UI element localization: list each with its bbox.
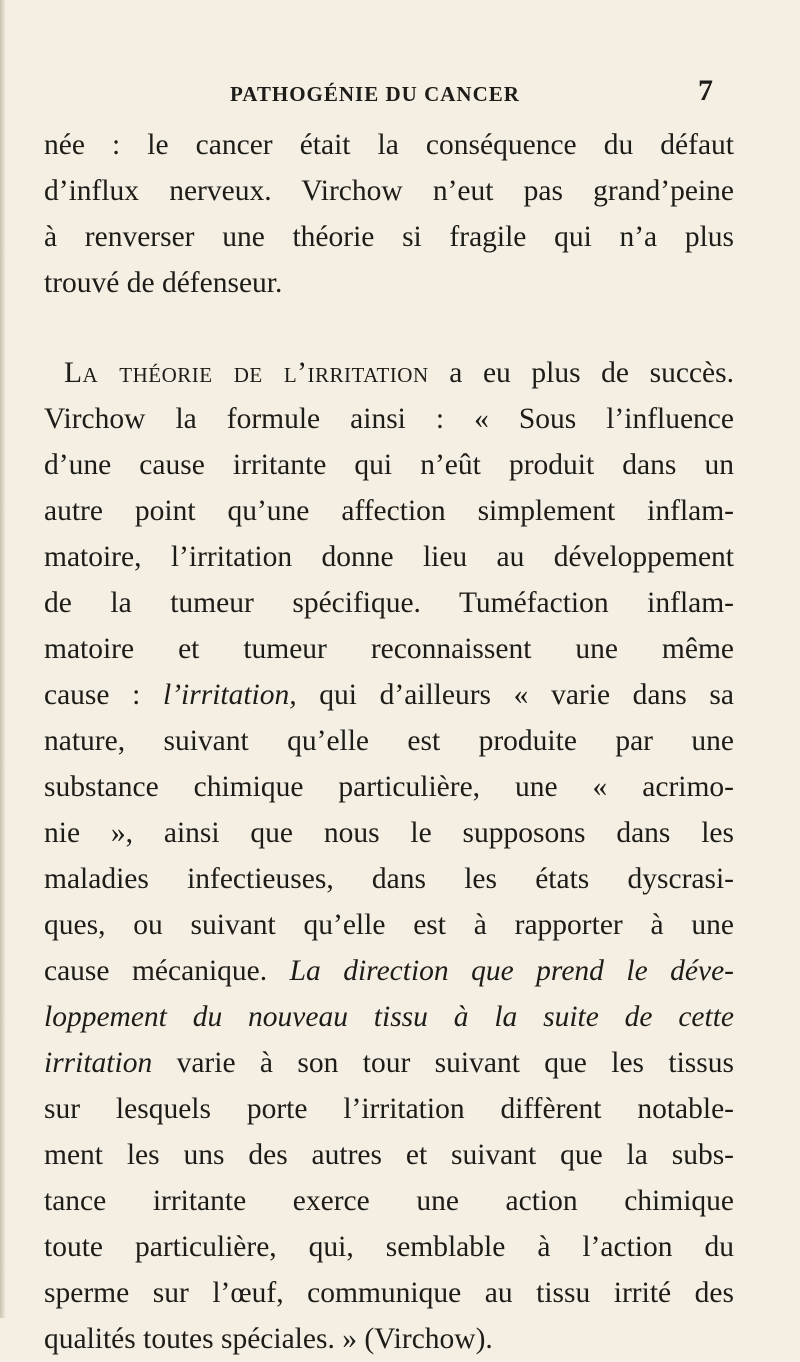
text-span: cause : — [44, 679, 164, 711]
italic-span: La direction que prend le déve- — [289, 955, 734, 987]
text-line — [44, 948, 734, 994]
text-line: toute particulière, qui, semblable à l’action du — [44, 1231, 734, 1263]
text-line: de la tumeur spécifique. Tuméfaction inflam- — [44, 587, 734, 619]
text-line: qualités toutes spéciales. » (Virchow). — [44, 1323, 493, 1355]
text-line: tance irritante exerce une action chimique — [44, 1185, 734, 1217]
text-line — [44, 1040, 734, 1086]
text-line: maladies infectieuses, dans les états dyscrasi- — [44, 863, 734, 895]
text-span: cause mécanique. — [44, 955, 290, 987]
text-line: née : le cancer était la conséquence du défaut — [44, 129, 734, 161]
page-number: 7 — [698, 74, 713, 107]
page-edge-shadow — [0, 0, 6, 1318]
italic-span: l’irritation, — [163, 679, 297, 711]
text-span: a eu plus de succès. — [428, 357, 735, 389]
body-text — [44, 122, 734, 1362]
paragraph-gap — [44, 306, 734, 350]
text-line: Virchow la formule ainsi : « Sous l’influence — [44, 403, 734, 435]
text-line: nature, suivant qu’elle est produite par une — [44, 725, 734, 757]
section-heading: La théorie de l’irritation — [64, 357, 429, 389]
text-line: à renverser une théorie si fragile qui n’a plus — [44, 221, 734, 253]
text-line: d’influx nerveux. Virchow n’eut pas grand’peine — [44, 175, 734, 207]
running-head — [0, 74, 800, 114]
text-line: sperme sur l’œuf, communique au tissu irrité des — [44, 1277, 734, 1309]
text-span: qui d’ailleurs « varie dans sa — [296, 679, 734, 711]
running-title: PATHOGÉNIE DU CANCER — [230, 82, 520, 106]
text-line: matoire, l’irritation donne lieu au développement — [44, 541, 734, 573]
text-line: d’une cause irritante qui n’eût produit dans un — [44, 449, 734, 481]
text-line — [44, 350, 734, 396]
text-line: nie », ainsi que nous le supposons dans les — [44, 817, 734, 849]
text-line: trouvé de défenseur. — [44, 267, 283, 299]
text-line: substance chimique particulière, une « acrimo- — [44, 771, 734, 803]
text-line: ques, ou suivant qu’elle est à rapporter à une — [44, 909, 734, 941]
text-line: ment les uns des autres et suivant que la subs- — [44, 1139, 734, 1171]
text-line: autre point qu’une affection simplement inflam- — [44, 495, 734, 527]
text-line: matoire et tumeur reconnaissent une même — [44, 633, 734, 665]
text-line — [44, 672, 734, 718]
text-line: sur lesquels porte l’irritation diffèrent notable- — [44, 1093, 734, 1125]
text-line: loppement du nouveau tissu à la suite de cette — [44, 1001, 734, 1033]
text-span: varie à son tour suivant que les tissus — [152, 1047, 734, 1079]
italic-span: irritation — [44, 1047, 153, 1079]
